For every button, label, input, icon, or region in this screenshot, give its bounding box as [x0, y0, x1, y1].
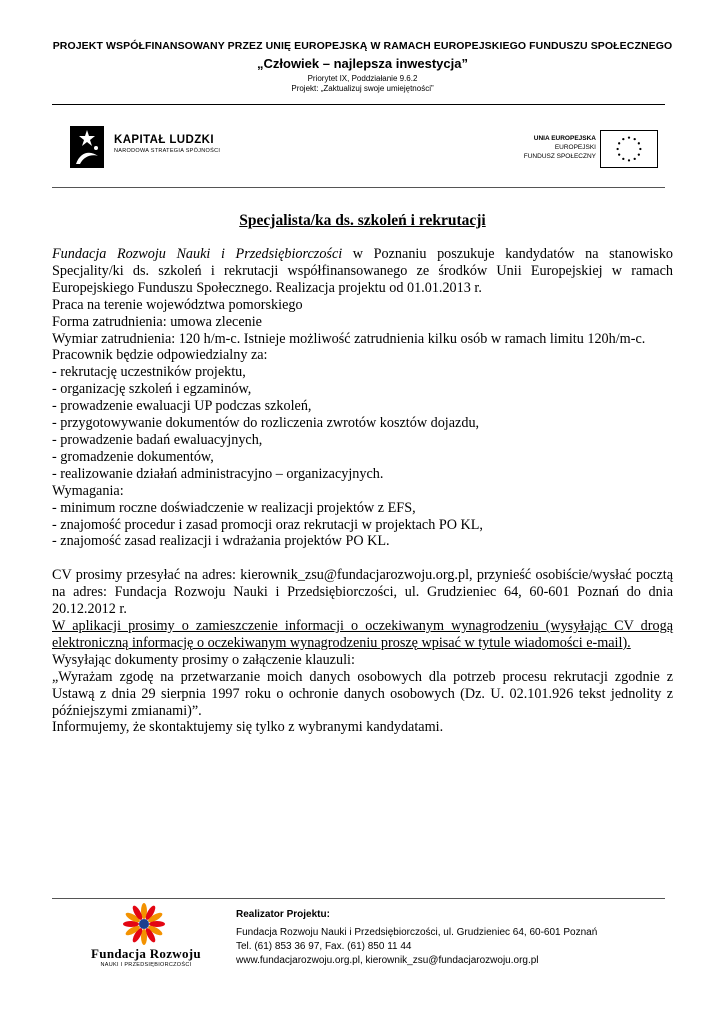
requirement-item: - znajomość procedur i zasad promocji oraz rekrutacji w projektach PO KL,: [52, 516, 483, 533]
duty-item: - rekrutację uczestników projektu,: [52, 364, 246, 381]
eu-star-icon: [628, 159, 630, 161]
eu-star-icon: [622, 138, 624, 140]
fundacja-logo-subtitle: NAUKI I PRZEDSIĘBIORCZOŚCI: [100, 962, 192, 968]
eu-star-icon: [638, 142, 640, 144]
duty-item: - organizację szkoleń i egzaminów,: [52, 381, 252, 398]
footer-divider: [52, 898, 665, 899]
job-title: Specjalista/ka ds. szkoleń i rekrutacji: [239, 212, 486, 229]
eu-star-icon: [618, 142, 620, 144]
salary-note: W aplikacji prosimy o zamieszczenie informacji o oczekiwanym wynagrodzeniu (wysyłając CV drogą elektroniczną informację o oczekiwanym wynagrodzeniu proszę wpisać w tytule wiadomości e-mail).: [52, 618, 673, 651]
eu-star-icon: [638, 154, 640, 156]
duty-item: - prowadzenie ewaluacji UP podczas szkoleń,: [52, 398, 312, 415]
kapital-ludzki-emblem-icon: [70, 126, 104, 168]
kapital-ludzki-title: KAPITAŁ LUDZKI: [114, 134, 214, 146]
project-header: [0, 40, 725, 93]
requirements-label: Wymagania:: [52, 482, 124, 499]
gdpr-clause: „Wyrażam zgodę na przetwarzanie moich danych osobowych dla potrzeb procesu rekrutacji zgodnie z Ustawą z dnia 29 sierpnia 1997 roku o ochronie danych osobowych (Dz. U. 02.101.926 tekst jednolity z późniejszymi zmianami)”.: [52, 668, 673, 719]
eu-star-icon: [616, 148, 618, 150]
eu-star-icon: [618, 154, 620, 156]
header-priority: Priorytet IX, Poddziałanie 9.6.2: [307, 74, 418, 83]
detail-hours: Wymiar zatrudnienia: 120 h/m-c. Istnieje możliwość zatrudnienia kilku osób w ramach limitu 120h/m-c.: [52, 330, 646, 347]
duty-item: - gromadzenie dokumentów,: [52, 448, 214, 465]
footer-label: Realizator Projektu:: [236, 909, 330, 920]
job-description: [52, 246, 673, 736]
intro-paragraph: [52, 246, 673, 297]
eu-logo-line1: UNIA EUROPEJSKA: [533, 135, 596, 142]
footer-phone: Tel. (61) 853 36 97, Fax. (61) 850 11 44: [236, 941, 412, 952]
header-slogan: „Człowiek – najlepsza inwestycja”: [257, 56, 468, 71]
header-cofinanced-line: PROJEKT WSPÓŁFINANSOWANY PRZEZ UNIĘ EUROPEJSKĄ W RAMACH EUROPEJSKIEGO FUNDUSZU SPOŁECZNEGO: [52, 40, 673, 52]
footer-contact: [236, 908, 597, 968]
eu-star-icon: [634, 158, 636, 160]
organization-name: Fundacja Rozwoju Nauki i Przedsiębiorczości: [52, 246, 343, 262]
eu-logo: [512, 130, 658, 170]
fundacja-rozwoju-logo: [80, 900, 210, 980]
eu-star-icon: [628, 136, 630, 138]
closing-note: Informujemy, że skontaktujemy się tylko z wybranymi kandydatami.: [52, 719, 444, 736]
eu-star-icon: [622, 158, 624, 160]
fundacja-logo-name: Fundacja Rozwoju: [91, 946, 201, 961]
header-divider: [52, 104, 665, 105]
detail-location: Praca na terenie województwa pomorskiego: [52, 296, 303, 313]
logo-divider: [52, 187, 665, 188]
eu-star-icon: [639, 148, 641, 150]
requirement-item: - znajomość zasad realizacji i wdrażania projektów PO KL.: [52, 533, 390, 550]
header-project-name: Projekt: „Zaktualizuj swoje umiejętności”: [291, 84, 434, 93]
clause-intro: Wysyłając dokumenty prosimy o załączenie klauzuli:: [52, 651, 355, 668]
detail-duties-label: Pracownik będzie odpowiedzialny za:: [52, 347, 268, 364]
duty-item: - realizowanie działań administracyjno – organizacyjnych.: [52, 465, 384, 482]
duty-item: - prowadzenie badań ewaluacyjnych,: [52, 431, 263, 448]
duty-item: - przygotowywanie dokumentów do rozliczenia zwrotów kosztów dojazdu,: [52, 415, 480, 432]
eu-logo-line3: FUNDUSZ SPOŁECZNY: [523, 153, 596, 160]
eu-logo-line2: EUROPEJSKI: [554, 144, 596, 151]
detail-contract: Forma zatrudnienia: umowa zlecenie: [52, 313, 262, 330]
cv-instructions: CV prosimy przesyłać na adres: kierownik_zsu@fundacjarozwoju.org.pl, przynieść osobiście/wysłać pocztą na adres: Fundacja Rozwoju Nauki i Przedsiębiorczości, ul. Grudzieniec 64, 60-601 Poznań do dnia 20.12.2012 r.: [52, 567, 673, 618]
eu-flag-icon: [600, 130, 658, 168]
intro-text: w Poznaniu poszukuje kandydatów na stanowisko Specjality/ki ds. szkoleń i rekrutacji współfinansowanego ze środków Unii Europejskiej w ramach Europejskiego Funduszu Społecznego. Realizacja projektu od 01.01.2013 r.: [52, 246, 674, 296]
fundacja-rozwoju-emblem-icon: [80, 900, 210, 946]
kapital-ludzki-subtitle: NARODOWA STRATEGIA SPÓJNOŚCI: [114, 148, 221, 154]
requirement-item: - minimum roczne doświadczenie w realizacji projektów z EFS,: [52, 499, 416, 516]
eu-star-icon: [634, 138, 636, 140]
kapital-ludzki-logo: [70, 126, 240, 170]
footer-address: Fundacja Rozwoju Nauki i Przedsiębiorczości, ul. Grudzieniec 64, 60-601 Poznań: [236, 927, 598, 938]
footer-web: www.fundacjarozwoju.org.pl, kierownik_zsu@fundacjarozwoju.org.pl: [236, 955, 539, 966]
